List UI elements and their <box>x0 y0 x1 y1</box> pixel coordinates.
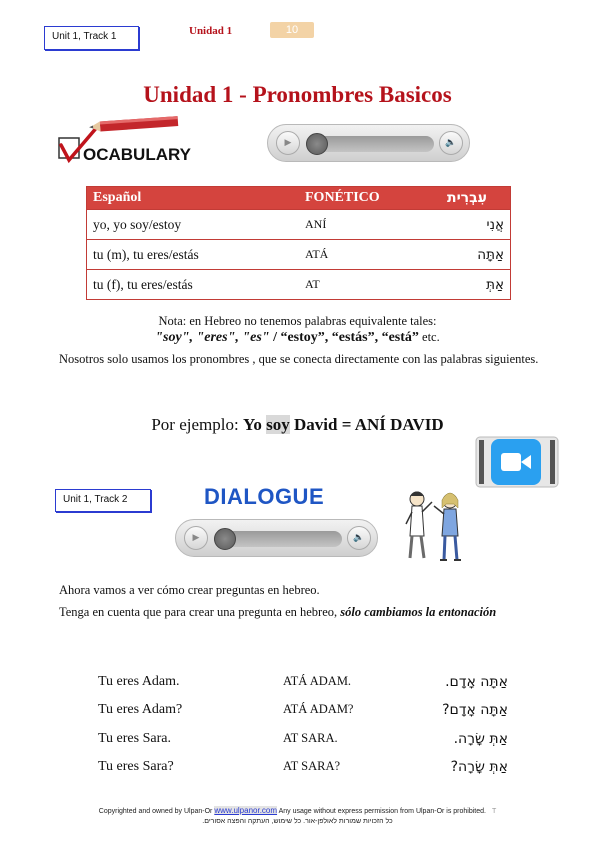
cell-spanish: tu (m), tu eres/estás <box>87 240 300 270</box>
footer-copyright <box>0 806 595 815</box>
audio-player-2[interactable] <box>175 519 378 557</box>
dialogue-phonetic: AT SARA? <box>283 759 341 773</box>
table-row <box>87 210 511 240</box>
dialogue-hebrew: אַתְּ שָׂרָה? <box>450 759 508 775</box>
dialogue-intro-2-emphasis: sólo cambiamos la entonación <box>340 605 497 619</box>
vocabulary-table <box>86 186 511 300</box>
column-header-fonetico: FONÉTICO <box>299 187 441 210</box>
cell-phonetic: ANÍ <box>299 210 441 240</box>
footer-copyright-pre: Copyrighted and owned by Ulpan-Or <box>98 808 215 815</box>
cell-phonetic: ATÁ <box>299 240 441 270</box>
volume-icon[interactable]: 🔈 <box>439 131 463 155</box>
note-quoted-words: / “estoy”, “estás”, “está” <box>269 330 419 345</box>
header-unit-label: Unidad 1 <box>189 25 233 37</box>
table-row <box>87 270 511 300</box>
audio-progress-knob[interactable] <box>306 133 328 155</box>
note-line-1: Nota: en Hebreo no tenemos palabras equivalente tales: <box>158 314 437 328</box>
dialogue-row-3 <box>98 731 508 751</box>
example-sentence <box>0 415 595 435</box>
cell-hebrew: אֲנִי <box>441 210 511 240</box>
dialogue-heading: DIALOGUE <box>204 484 325 509</box>
vocabulary-table-header <box>87 187 511 210</box>
note-line-2 <box>0 330 595 346</box>
dialogue-intro-1: Ahora vamos a ver cómo crear preguntas en hebreo. <box>59 583 320 597</box>
note-line-3: Nosotros solo usamos los pronombres , que se conecta directamente con las palabras siguientes. <box>59 352 539 366</box>
people-talking-illustration <box>400 484 470 566</box>
volume-icon[interactable]: 🔈 <box>347 526 371 550</box>
column-header-hebrew: עִבְרִית <box>441 187 511 210</box>
page-number: 10 <box>270 22 314 38</box>
dialogue-hebrew: אַתְּ שָׂרָה. <box>453 731 508 747</box>
dialogue-phonetic: ATÁ ADAM. <box>283 674 352 688</box>
cell-hebrew: אַתְּ <box>441 270 511 300</box>
dialogue-row-4 <box>98 759 508 779</box>
example-rest: David = ANÍ DAVID <box>289 415 444 434</box>
dialogue-intro-2 <box>59 602 538 622</box>
cell-phonetic: AT <box>299 270 441 300</box>
vocabulary-heading: OCABULARY <box>83 145 191 164</box>
dialogue-phonetic: ATÁ ADAM? <box>283 702 354 716</box>
footer-mark: T <box>491 808 497 815</box>
page-title: Unidad 1 - Pronombres Basicos <box>143 82 452 107</box>
note-etc: etc. <box>418 330 440 344</box>
footer-link[interactable]: www.ulpanor.com <box>214 806 278 815</box>
footer-copyright-post: Any usage without express permission from Ulpan-Or is prohibited. <box>277 808 486 815</box>
example-soy-highlight: soy <box>266 415 290 434</box>
dialogue-spanish: Tu eres Adam. <box>98 674 180 689</box>
dialogue-row-1 <box>98 674 508 694</box>
play-button[interactable]: ▶ <box>276 131 300 155</box>
dialogue-spanish: Tu eres Adam? <box>98 702 183 717</box>
track-label-2[interactable]: Unit 1, Track 2 <box>55 489 151 512</box>
example-yo: Yo <box>242 415 267 434</box>
dialogue-phonetic: AT SARA. <box>283 731 338 745</box>
table-row <box>87 240 511 270</box>
column-header-espanol: Español <box>87 187 300 210</box>
example-prefix: Por ejemplo: <box>151 415 243 434</box>
cell-spanish: tu (f), tu eres/estás <box>87 270 300 300</box>
cell-hebrew: אַתָּה <box>441 240 511 270</box>
footer-hebrew-notice: כל הזכויות שמורות לאולפן-אור. כל שימוש, העתקה והפצה אסורים. <box>202 818 393 825</box>
cell-spanish: yo, yo soy/estoy <box>87 210 300 240</box>
video-camera-icon[interactable] <box>475 436 559 488</box>
audio-player-1[interactable] <box>267 124 470 162</box>
track-label-1[interactable]: Unit 1, Track 1 <box>44 26 139 50</box>
dialogue-hebrew: אַתָּה אָדָם? <box>442 702 508 718</box>
dialogue-row-2 <box>98 702 508 722</box>
dialogue-hebrew: אַתָּה אָדָם. <box>445 674 508 690</box>
note-italic-words: "soy", "eres", "es" <box>155 330 270 345</box>
play-button[interactable]: ▶ <box>184 526 208 550</box>
audio-progress-knob[interactable] <box>214 528 236 550</box>
dialogue-spanish: Tu eres Sara? <box>98 759 174 774</box>
dialogue-intro-2-plain: Tenga en cuenta que para crear una pregunta en hebreo, <box>59 605 341 619</box>
dialogue-spanish: Tu eres Sara. <box>98 731 171 746</box>
